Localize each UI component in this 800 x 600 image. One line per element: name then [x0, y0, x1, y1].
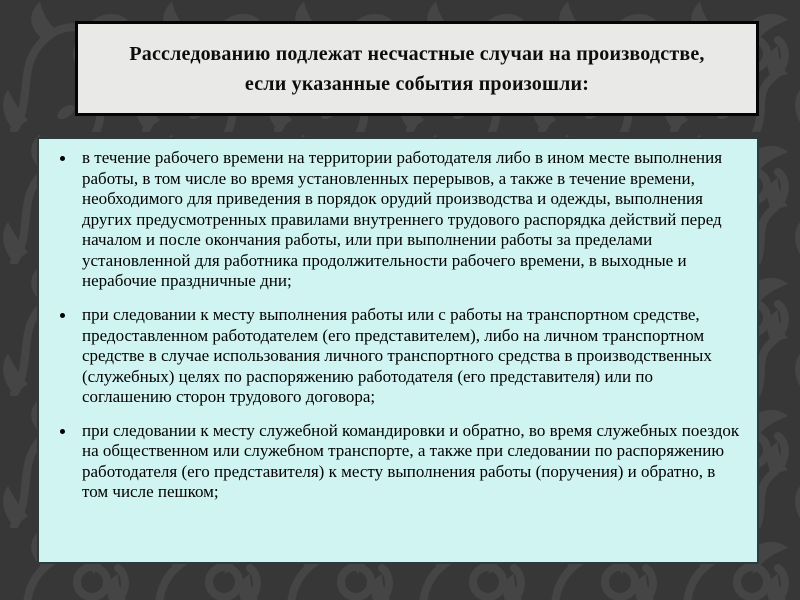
bullet-text: при следовании к месту выполнения работы или с работы на транспортном средстве, предоставленном работодателем (его представителем), либо на личном транспортном средстве в случае использования личного транспортного средства в производственных (служебных) целях по распоряжению работодателя (его представителя) или по соглашению сторон трудового договора; [82, 304, 712, 407]
bullet-item [39, 421, 743, 503]
slide-title-box [75, 21, 759, 116]
bullet-dot-icon [60, 429, 65, 434]
bullet-item [39, 305, 743, 408]
bullet-dot-icon [60, 156, 65, 161]
bullet-text: в течение рабочего времени на территории работодателя либо в ином месте выполнения работы, в том числе во время установленных перерывов, а также в течение времени, необходимого для приведения в порядок орудий производства и одежды, выполнения других предусмотренных правилами внутреннего трудового распорядка действий перед началом и после окончания работы, или при выполнении работы за пределами установленной для работника продолжительности рабочего времени, в выходные и нерабочие праздничные дни; [82, 148, 723, 291]
bullet-item [39, 148, 743, 292]
bullet-dot-icon [60, 313, 65, 318]
slide-title: Расследованию подлежат несчастные случаи на производстве, если указанные события произошли: [129, 42, 705, 95]
bullet-list [39, 148, 743, 503]
slide-content-box [37, 137, 759, 564]
bullet-text: при следовании к месту служебной командировки и обратно, во время служебных поездок на общественном или служебном транспорте, а также при следовании по распоряжению работодателя (его представителя) к месту выполнения работы (поручения) и обратно, в том числе пешком; [82, 420, 740, 502]
